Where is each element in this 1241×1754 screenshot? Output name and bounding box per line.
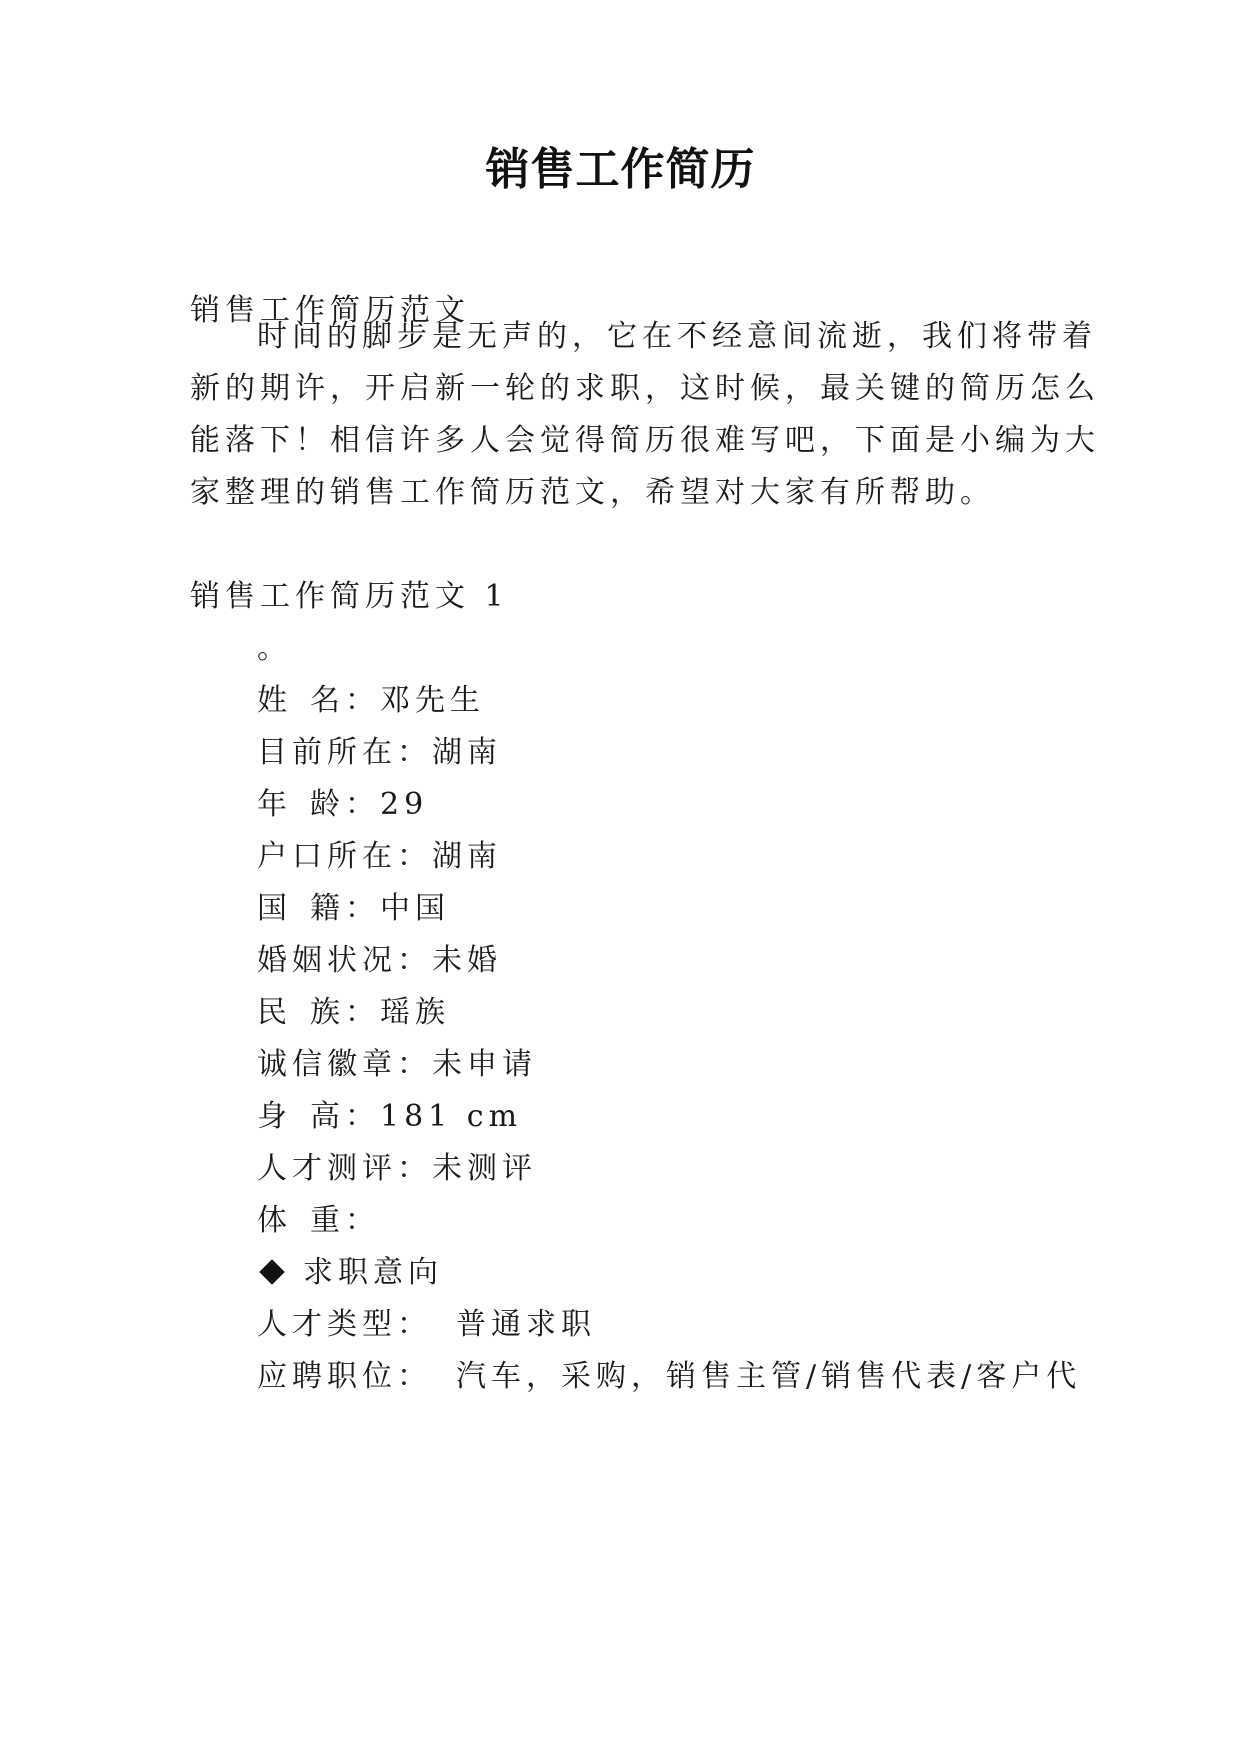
field-talent-type-label: 人才类型： (257, 1307, 432, 1342)
field-age-label-b: 龄： (310, 787, 380, 822)
field-badge (257, 1047, 537, 1082)
field-assessment-label: 人才测评： (257, 1151, 432, 1186)
field-talent-type (257, 1307, 596, 1342)
field-location (257, 735, 502, 770)
field-height-value: 181 cm (380, 1099, 523, 1134)
field-ethnicity-value: 瑶族 (380, 995, 450, 1030)
field-height-label-b: 高： (310, 1099, 380, 1134)
field-hukou-label: 户口所在： (257, 839, 432, 874)
field-marital-label: 婚姻状况： (257, 943, 432, 978)
field-hukou-value: 湖南 (432, 839, 502, 874)
field-nationality-label-a: 国 (257, 891, 292, 926)
intent-heading-row (257, 1255, 443, 1290)
field-nationality (257, 891, 450, 926)
field-weight (257, 1203, 380, 1238)
field-age-label-a: 年 (257, 787, 292, 822)
field-location-label: 目前所在： (257, 735, 432, 770)
section-heading: 销售工作简历范文 1 (190, 579, 509, 614)
subtitle: 销售工作简历范文 (190, 293, 470, 328)
document-title: 销售工作简历 (485, 144, 756, 195)
field-name-label-a: 姓 (257, 683, 292, 718)
dot-line: 。 (257, 631, 292, 666)
field-age (257, 787, 429, 822)
intro-line-2: 新的期许，开启新一轮的求职，这时候，最关键的简历怎么 (190, 371, 1100, 406)
intro-line-1: 时间的脚步是无声的，它在不经意间流逝，我们将带着 (257, 319, 1097, 354)
field-badge-value: 未申请 (432, 1047, 537, 1082)
field-hukou (257, 839, 502, 874)
field-name-label-b: 名： (310, 683, 380, 718)
field-weight-label-b: 重： (310, 1203, 380, 1238)
field-weight-label-a: 体 (257, 1203, 292, 1238)
field-ethnicity-label-a: 民 (257, 995, 292, 1030)
field-position-label: 应聘职位： (257, 1359, 432, 1394)
field-age-value: 29 (380, 787, 429, 822)
field-height (257, 1099, 523, 1134)
field-position (257, 1359, 1082, 1394)
intent-heading: 求职意向 (303, 1255, 443, 1290)
field-badge-label: 诚信徽章： (257, 1047, 432, 1082)
field-height-label-a: 身 (257, 1099, 292, 1134)
intro-line-3: 能落下！相信许多人会觉得简历很难写吧，下面是小编为大 (190, 423, 1100, 458)
field-nationality-value: 中国 (380, 891, 450, 926)
field-ethnicity-label-b: 族： (310, 995, 380, 1030)
field-marital-value: 未婚 (432, 943, 502, 978)
field-talent-type-value: 普通求职 (456, 1307, 596, 1342)
field-assessment (257, 1151, 537, 1186)
intro-line-4: 家整理的销售工作简历范文，希望对大家有所帮助。 (190, 475, 995, 510)
field-position-value: 汽车，采购，销售主管/销售代表/客户代 (456, 1359, 1082, 1394)
field-ethnicity (257, 995, 450, 1030)
field-nationality-label-b: 籍： (310, 891, 380, 926)
diamond-bullet-icon (259, 1259, 284, 1284)
field-name-value: 邓先生 (380, 683, 485, 718)
field-assessment-value: 未测评 (432, 1151, 537, 1186)
field-name (257, 683, 485, 718)
field-location-value: 湖南 (432, 735, 502, 770)
field-marital (257, 943, 502, 978)
